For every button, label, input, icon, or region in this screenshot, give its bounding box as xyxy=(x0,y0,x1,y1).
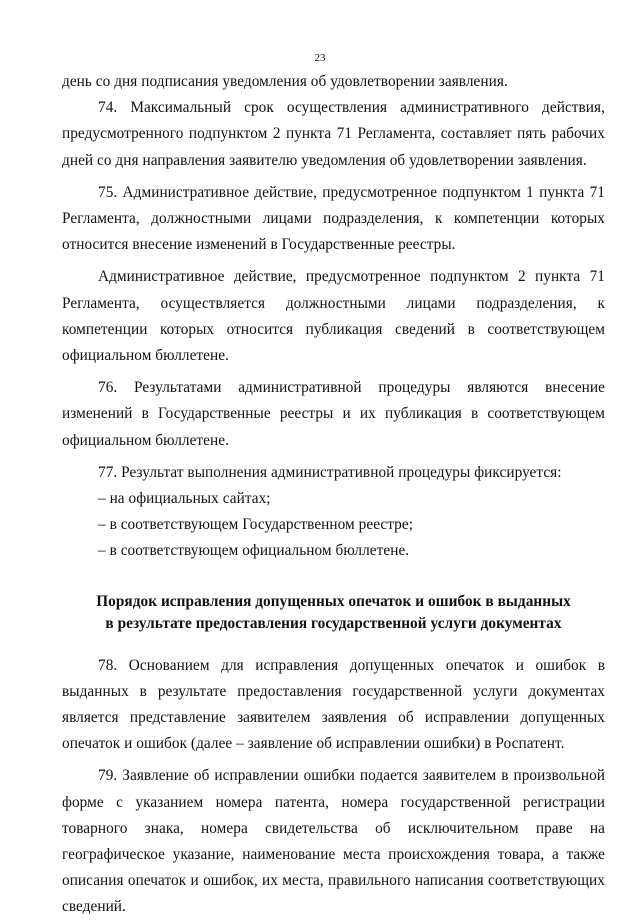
paragraph-79: 79. Заявление об исправлении ошибки подается заявителем в произвольной форме с указанием номера патента, номера государственной регистрации товарного знака, номера свидетельства об исключительном праве на географическое указание, наименование места происхождения товара, а также описания опечаток и ошибок, их места, правильного написания соответствующих сведений. xyxy=(62,767,605,916)
document-body xyxy=(62,69,605,921)
paragraph-76: 76. Результатами административной процедуры являются внесение изменений в Государственные реестры и их публикация в соответствующем официальном бюллетене. xyxy=(62,379,605,449)
paragraph-74: 74. Максимальный срок осуществления административного действия, предусмотренного подпунктом 2 пункта 71 Регламента, составляет пять рабочих дней со дня направления заявителю уведомления об удовлетворении заявления. xyxy=(62,99,605,169)
paragraph-77: 77. Результат выполнения административной процедуры фиксируется: xyxy=(98,463,562,481)
list-item: – в соответствующем Государственном реестре; xyxy=(98,516,414,534)
section-heading-line: Порядок исправления допущенных опечаток и ошибок в выданных xyxy=(96,592,571,610)
paragraph-continuation: день со дня подписания уведомления об удовлетворении заявления. xyxy=(62,73,508,90)
paragraph-75: 75. Административное действие, предусмотренное подпунктом 1 пункта 71 Регламента, должностными лицами подразделения, к компетенции которых относится внесение изменений в Государственные реестры. xyxy=(62,183,605,254)
section-heading xyxy=(62,591,605,635)
list-item: – на официальных сайтах; xyxy=(98,490,271,508)
page-number: 23 xyxy=(314,52,326,64)
paragraph-78: 78. Основанием для исправления допущенных опечаток и ошибок в выданных в результате предоставления государственной услуги документах является представление заявителем заявления об исправлении допущенных опечаток и ошибок (далее – заявление об исправлении ошибки) в Роспатент. xyxy=(62,656,605,753)
list-item: – в соответствующем официальном бюллетене. xyxy=(98,542,410,560)
section-heading-line: в результате предоставления государственной услуги документах xyxy=(105,614,562,632)
paragraph-75-continued: Административное действие, предусмотренное подпунктом 2 пункта 71 Регламента, осуществляется должностными лицами подразделения, к компетенции которых относится публикация сведений в соответствующем официальном бюллетене. xyxy=(62,268,605,365)
